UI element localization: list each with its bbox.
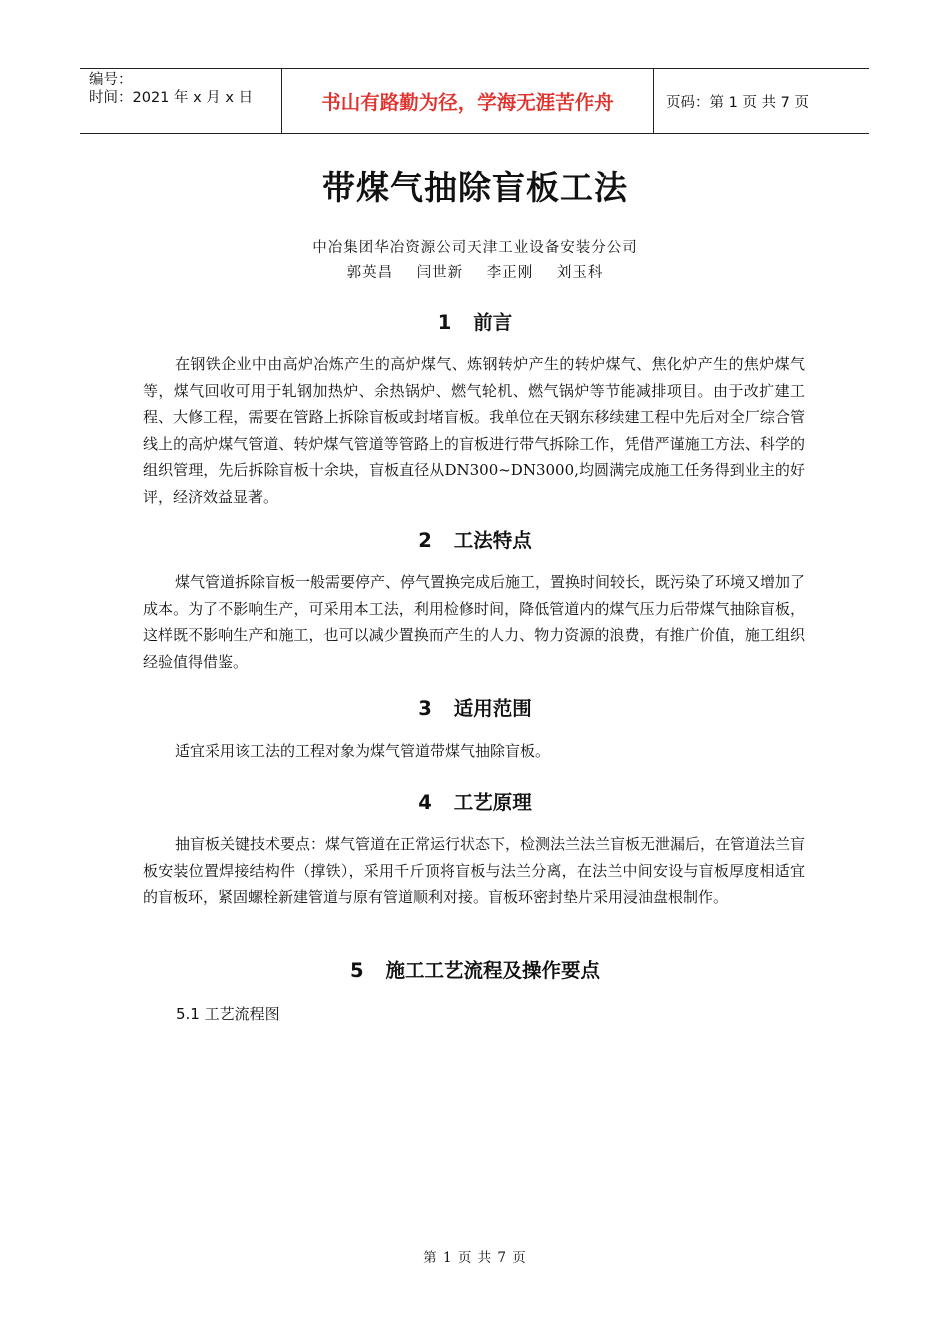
document-title: 带煤气抽除盲板工法 xyxy=(322,168,628,207)
section-number: 1 xyxy=(437,311,452,334)
author: 刘玉科 xyxy=(556,265,604,281)
section-title: 适用范围 xyxy=(453,697,532,720)
header-time-label: 时间：2021 年 x 月 x 日 xyxy=(89,90,254,106)
author-list xyxy=(0,261,950,282)
section-title: 前言 xyxy=(473,311,513,334)
section-paragraph-4: 抽盲板关键技术要点：煤气管道在正常运行状态下，检测法兰法兰盲板无泄漏后，在管道法兰盲板安装位置焊接结构件（撑铁），采用千斤顶将盲板与法兰分离，在法兰中间安设与盲板厚度相适宜的盲板环，紧固螺栓新建管道与原有管道顺利对接。盲板环密封垫片采用浸油盘根制作。 xyxy=(143,835,806,906)
section-heading-3 xyxy=(0,693,950,721)
section-paragraph-1: 在钢铁企业中由高炉冶炼产生的高炉煤气、炼钢转炉产生的转炉煤气、焦化炉产生的焦炉煤气等，煤气回收可用于轧钢加热炉、余热锅炉、燃气轮机、燃气锅炉等节能减排项目。由于改扩建工程、大修工程，需要在管路上拆除盲板或封堵盲板。我单位在天钢东移续建工程中先后对全厂综合管线上的高炉煤气管道、转炉煤气管道等管路上的盲板进行带气拆除工作，凭借严谨施工方法、科学的组织管理，先后拆除盲板十余块，盲板直径从DN300~DN3000,均圆满完成施工任务得到业主的好评，经济效益显著。 xyxy=(143,355,805,506)
section-heading-1 xyxy=(0,307,950,335)
header-motto: 书山有路勤为径，学海无涯苦作舟 xyxy=(282,69,654,133)
section-heading-5 xyxy=(0,955,950,983)
affiliation: 中冶集团华冶资源公司天津工业设备安装分公司 xyxy=(312,240,638,256)
section-number: 5 xyxy=(349,959,364,982)
header-table xyxy=(80,68,869,134)
header-number-label: 编号： xyxy=(89,72,133,88)
section-title: 工法特点 xyxy=(453,529,532,552)
author: 李正刚 xyxy=(486,265,534,281)
section-number: 2 xyxy=(418,529,432,552)
author: 郭英昌 xyxy=(346,265,394,281)
section-number: 3 xyxy=(418,697,432,720)
page-footer: 第 1 页 共 7 页 xyxy=(423,1250,527,1266)
section-paragraph-2: 煤气管道拆除盲板一般需要停产、停气置换完成后施工，置换时间较长，既污染了环境又增加了成本。为了不影响生产，可采用本工法，利用检修时间，降低管道内的煤气压力后带煤气抽除盲板，这样既不影响生产和施工，也可以减少置换而产生的人力、物力资源的浪费，有推广价值，施工组织经验值得借鉴。 xyxy=(143,573,806,671)
author: 闫世新 xyxy=(416,265,464,281)
section-number: 4 xyxy=(418,791,432,814)
header-meta-cell xyxy=(80,69,282,133)
header-page-info: 页码：第 1 页 共 7 页 xyxy=(666,94,809,111)
section-paragraph-3: 适宜采用该工法的工程对象为煤气管道带煤气抽除盲板。 xyxy=(175,742,551,760)
section-title: 工艺原理 xyxy=(453,791,532,814)
section-title: 施工工艺流程及操作要点 xyxy=(385,959,601,982)
section-heading-2 xyxy=(0,525,950,553)
subsection-heading: 5.1 工艺流程图 xyxy=(176,1005,280,1023)
section-heading-4 xyxy=(0,787,950,815)
